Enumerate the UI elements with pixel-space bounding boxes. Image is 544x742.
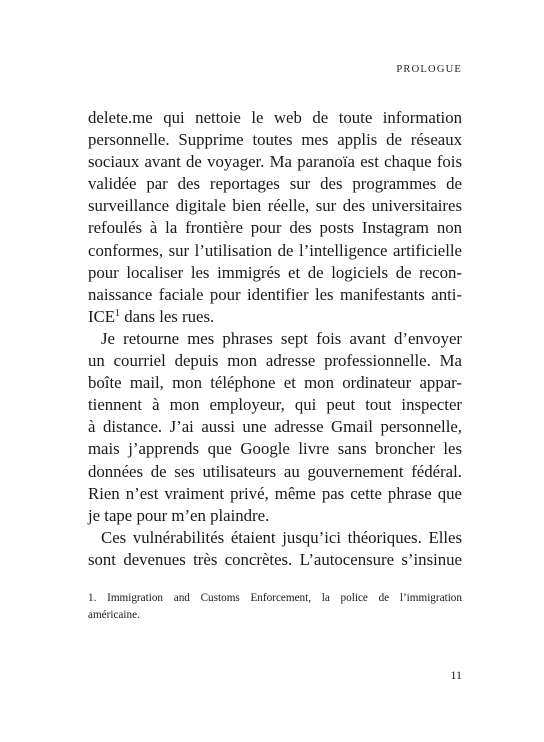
text-line: refoulés à la frontière pour des posts Instagram non [88,218,462,238]
text-line: validée par des reportages sur des programmes de [88,174,462,194]
paragraph-2 [88,328,462,527]
text-line: je tape pour m’en plaindre. [88,505,270,525]
text-line: à distance. J’ai aussi une adresse Gmail personnelle, [88,417,462,437]
text-line: naissance faciale pour identifier les manifestants anti- [88,284,462,304]
text-line: conformes, sur l’utilisation de l’intelligence artificielle [88,240,462,260]
paragraph-3 [88,527,462,571]
text-line: Je retourne mes phrases sept fois avant d’envoyer [101,328,462,348]
text-line: personnelle. Supprime toutes mes applis de réseaux [88,130,462,150]
footnote-line: 1. Immigration and Customs Enforcement, la police de l’immigration [88,592,462,604]
footnote-line: américaine. [88,608,140,621]
text-line: sont devenues très concrètes. L’autocensure s’insinue [88,549,462,569]
running-head: PROLOGUE [396,64,462,75]
text-line: Rien n’est vraiment privé, même pas cette phrase que [88,483,462,503]
text-line: mais j’apprends que Google livre sans broncher les [88,439,462,459]
text-line: boîte mail, mon téléphone et mon ordinateur appar- [88,373,462,393]
paragraph-1 [88,107,462,328]
text-line: Ces vulnérabilités étaient jusqu’ici théoriques. Elles [101,527,462,547]
footnote-reference[interactable]: 1 [115,307,121,319]
text-line: surveillance digitale bien réelle, sur des universitaires [88,196,462,216]
body-text [88,107,462,571]
text-line [88,306,462,328]
page-number: 11 [450,668,462,682]
text-line: pour localiser les immigrés et de logiciels de recon- [88,262,462,282]
text-line: tiennent à mon employeur, qui peut tout inspecter [88,395,462,415]
text-fragment: dans les rues. [120,306,215,326]
text-line: données de ses utilisateurs au gouvernement fédéral. [88,461,462,481]
footnote [88,590,462,623]
text-line: un courriel depuis mon adresse professionnelle. Ma [88,351,462,371]
text-line: delete.me qui nettoie le web de toute information [88,108,462,127]
text-line: sociaux avant de voyager. Ma paranoïa est chaque fois [88,152,462,172]
text-fragment: ICE [88,306,116,326]
